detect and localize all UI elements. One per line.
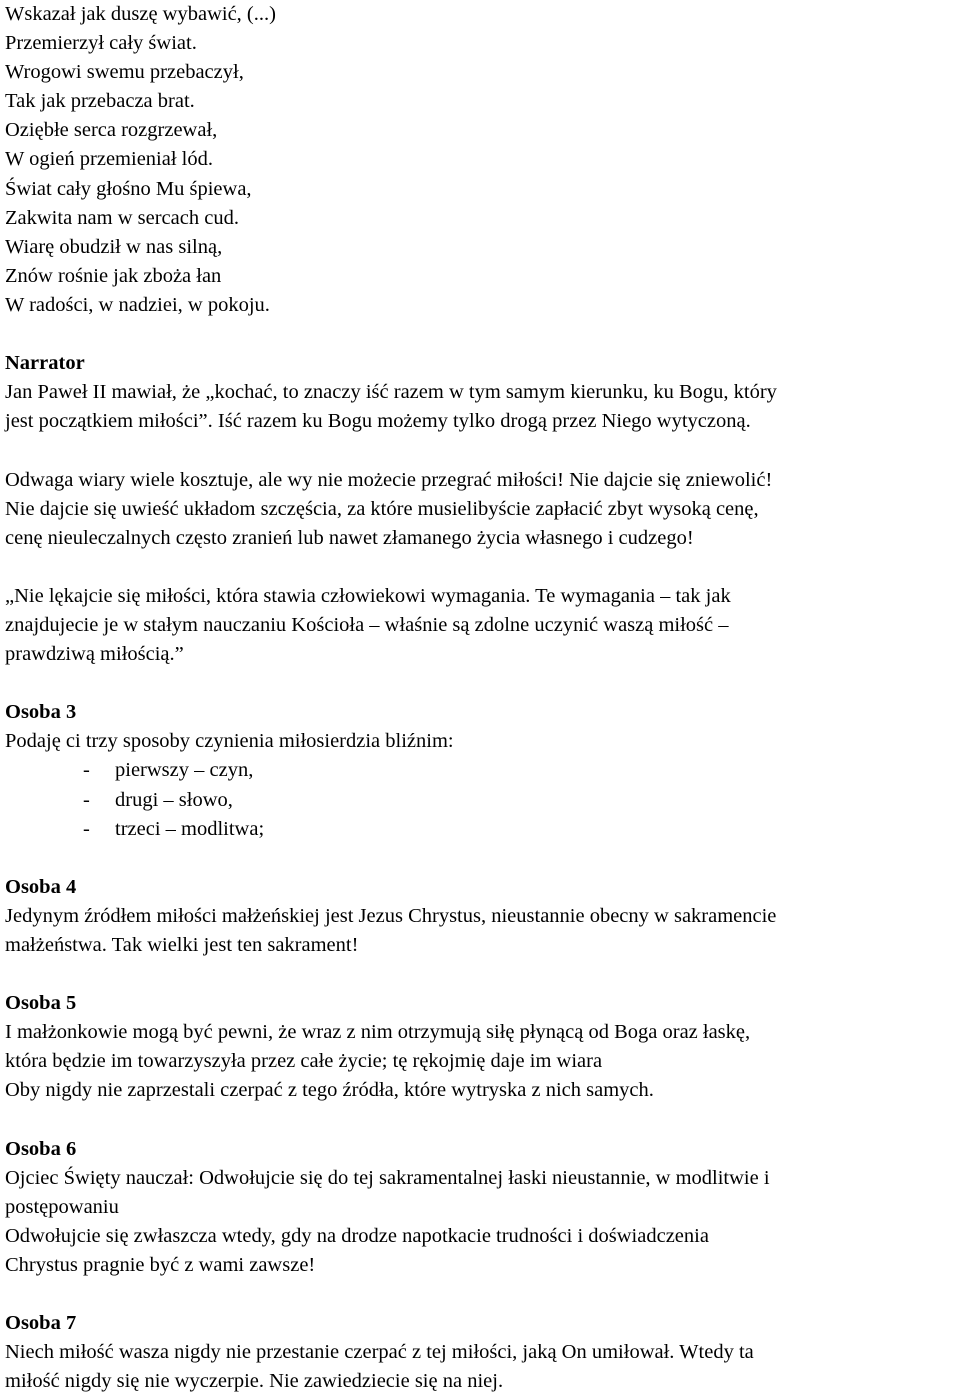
blank-line <box>5 1106 960 1135</box>
blank-line <box>5 1280 960 1309</box>
narrator-quote-line: znajdujecie je w stałym nauczaniu Kościoła – właśnie są zdolne uczynić waszą miłość – <box>5 613 729 636</box>
osoba6-text-line: Ojciec Święty nauczał: Odwołujcie się do tej sakramentalnej łaski nieustannie, w modlitwie i <box>5 1166 770 1189</box>
poem-stanza <box>5 0 960 320</box>
poem-line: Świat cały głośno Mu śpiewa, <box>5 177 252 200</box>
list-item-text: drugi – słowo, <box>115 788 233 811</box>
osoba7-text-line: Niech miłość wasza nigdy nie przestanie czerpać z tej miłości, jaką On umiłował. Wtedy ta <box>5 1341 754 1364</box>
section-heading-osoba6: Osoba 6 <box>5 1137 77 1160</box>
narrator-text-line: jest początkiem miłości”. Iść razem ku Bogu możemy tylko drogą przez Niego wytyczoną. <box>5 410 751 433</box>
osoba7-text-line: miłość nigdy się nie wyczerpie. Nie zawiedziecie się na niej. <box>5 1370 504 1393</box>
osoba5-section <box>5 989 960 1105</box>
list-item <box>5 756 960 785</box>
narrator-text-line: cenę nieuleczalnych często zranień lub nawet złamanego życia własnego i cudzego! <box>5 526 694 549</box>
narrator-text-line: Nie dajcie się uwieść układom szczęścia, za które musielibyście zapłacić zbyt wysoką cenę, <box>5 497 759 520</box>
list-item <box>5 786 960 815</box>
list-item-text: pierwszy – czyn, <box>115 759 254 782</box>
osoba6-text-line: Chrystus pragnie być z wami zawsze! <box>5 1254 316 1277</box>
blank-line <box>5 553 960 582</box>
blank-line <box>5 436 960 465</box>
osoba3-section <box>5 698 960 843</box>
osoba4-text-line: Jedynym źródłem miłości małżeńskiej jest Jezus Chrystus, nieustannie obecny w sakramencie <box>5 904 777 927</box>
blank-line <box>5 669 960 698</box>
list-dash: - <box>83 759 90 782</box>
poem-line: W radości, w nadziei, w pokoju. <box>5 293 270 316</box>
poem-line: Zakwita nam w sercach cud. <box>5 206 239 229</box>
osoba7-section <box>5 1309 960 1396</box>
poem-line: Wiarę obudził w nas silną, <box>5 235 223 258</box>
blank-line <box>5 844 960 873</box>
osoba5-text-line: Oby nigdy nie zaprzestali czerpać z tego źródła, które wytryska z nich samych. <box>5 1079 654 1102</box>
osoba6-text-line: Odwołujcie się zwłaszcza wtedy, gdy na drodze napotkacie trudności i doświadczenia <box>5 1224 709 1247</box>
blank-line <box>5 960 960 989</box>
poem-line: Znów rośnie jak zboża łan <box>5 264 222 287</box>
narrator-text-line: Odwaga wiary wiele kosztuje, ale wy nie możecie przegrać miłości! Nie dajcie się zniewolić! <box>5 468 773 491</box>
list-item <box>5 815 960 844</box>
poem-line: Wskazał jak duszę wybawić, (...) <box>5 3 276 25</box>
list-dash: - <box>83 817 90 840</box>
poem-line: Oziębłe serca rozgrzewał, <box>5 119 218 142</box>
osoba6-text-line: postępowaniu <box>5 1195 119 1218</box>
section-heading-osoba5: Osoba 5 <box>5 992 77 1015</box>
blank-line <box>5 320 960 349</box>
section-heading-osoba7: Osoba 7 <box>5 1312 77 1335</box>
narrator-quote-line: „Nie lękajcie się miłości, która stawia człowiekowi wymagania. Te wymagania – tak jak <box>5 584 731 607</box>
section-heading-osoba3: Osoba 3 <box>5 701 77 724</box>
narrator-section <box>5 349 960 669</box>
section-heading-osoba4: Osoba 4 <box>5 875 77 898</box>
poem-line: Tak jak przebacza brat. <box>5 90 195 113</box>
poem-line: W ogień przemieniał lód. <box>5 148 213 171</box>
osoba6-section <box>5 1135 960 1280</box>
osoba4-section <box>5 873 960 960</box>
list-item-text: trzeci – modlitwa; <box>115 817 265 840</box>
poem-line: Wrogowi swemu przebaczył, <box>5 61 244 84</box>
osoba3-intro: Podaję ci trzy sposoby czynienia miłosierdzia bliźnim: <box>5 730 454 753</box>
narrator-text-line: Jan Paweł II mawiał, że „kochać, to znaczy iść razem w tym samym kierunku, ku Bogu, który <box>5 381 777 404</box>
poem-line: Przemierzył cały świat. <box>5 32 197 55</box>
list-dash: - <box>83 788 90 811</box>
osoba5-text-line: I małżonkowie mogą być pewni, że wraz z nim otrzymują siłę płynącą od Boga oraz łaskę, <box>5 1021 751 1044</box>
narrator-quote-line: prawdziwą miłością.” <box>5 643 184 666</box>
osoba5-text-line: która będzie im towarzyszyła przez całe życie; tę rękojmię daje im wiara <box>5 1050 603 1073</box>
osoba4-text-line: małżeństwa. Tak wielki jest ten sakrament! <box>5 934 359 956</box>
section-heading-narrator: Narrator <box>5 352 85 375</box>
